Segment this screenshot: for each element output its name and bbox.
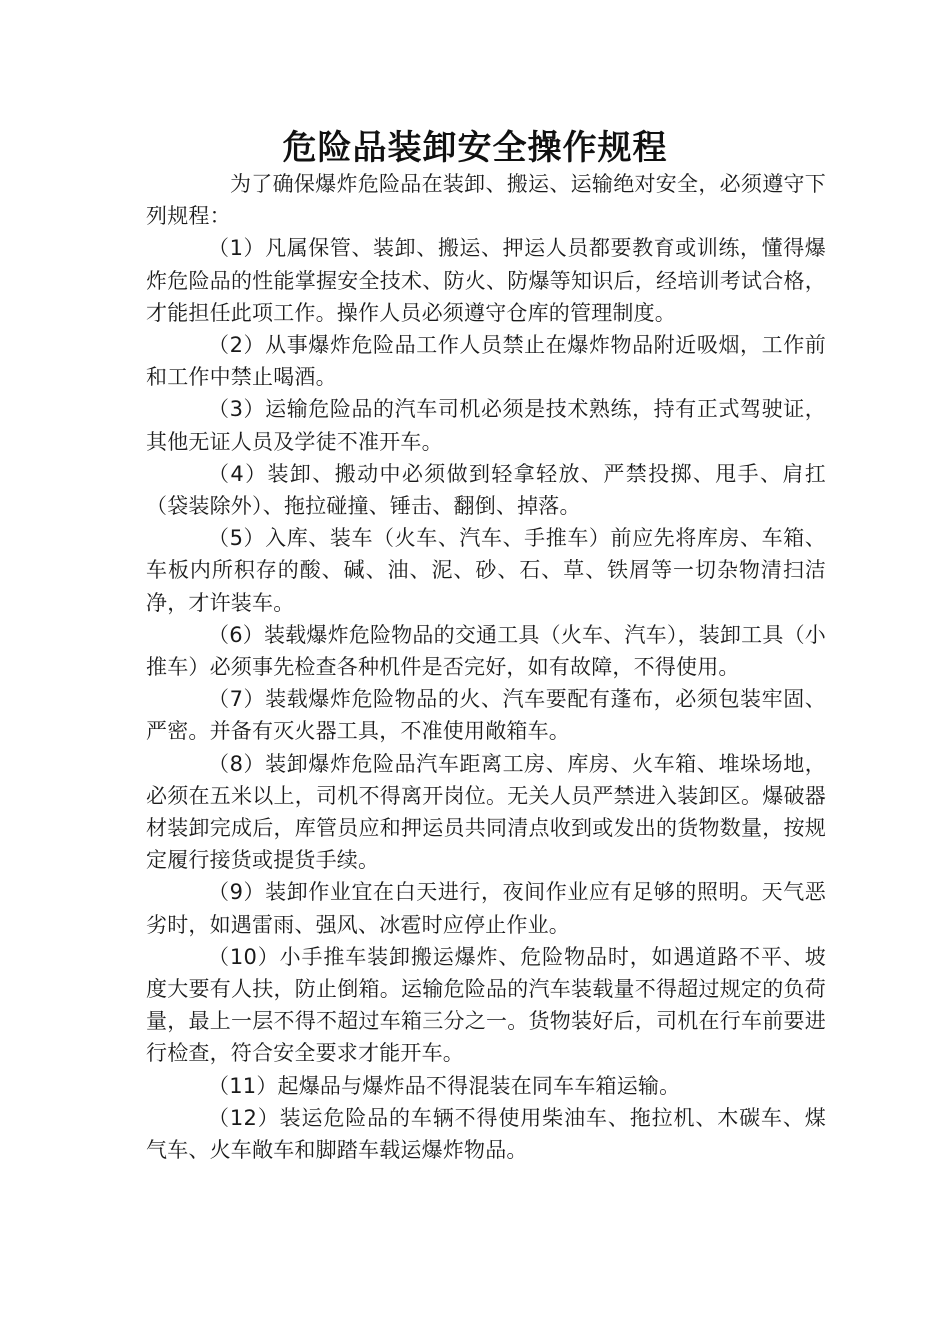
rule-item-9: （9）装卸作业宜在白天进行，夜间作业应有足够的照明。天气恶劣时，如遇雷雨、强风、冰雹时应停止作业。 xyxy=(146,880,826,937)
rule-item-7: （7）装载爆炸危险物品的火、汽车要配有蓬布，必须包装牢固、严密。并备有灭火器工具，不准使用敞箱车。 xyxy=(146,687,826,744)
rule-item-12: （12）装运危险品的车辆不得使用柴油车、拖拉机、木碳车、煤气车、火车敞车和脚踏车载运爆炸物品。 xyxy=(146,1105,826,1163)
rule-item-5: （5）入库、装车（火车、汽车、手推车）前应先将库房、车箱、车板内所积存的酸、碱、油、泥、砂、石、草、铁屑等一切杂物清扫洁净，才许装车。 xyxy=(146,526,826,615)
rule-item-8: （8）装卸爆炸危险品汽车距离工房、库房、火车箱、堆垛场地，必须在五米以上，司机不得离开岗位。无关人员严禁进入装卸区。爆破器材装卸完成后，库管员应和押运员共同清点收到或发出的货物数量，按规定履行接货或提货手续。 xyxy=(146,751,826,873)
document-title: 危险品装卸安全操作规程 xyxy=(282,128,668,168)
document-body xyxy=(146,168,826,1166)
rule-item-1: （1）凡属保管、装卸、搬运、押运人员都要教育或训练，懂得爆炸危险品的性能掌握安全技术、防火、防爆等知识后，经培训考试合格，才能担任此项工作。操作人员必须遵守仓库的管理制度。 xyxy=(146,236,826,325)
rule-item-11: （11）起爆品与爆炸品不得混装在同车车箱运输。 xyxy=(208,1073,681,1098)
rule-item-3: （3）运输危险品的汽车司机必须是技术熟练，持有正式驾驶证，其他无证人员及学徒不准开车。 xyxy=(146,397,826,454)
rule-item-4: （4）装卸、搬动中必须做到轻拿轻放、严禁投掷、甩手、肩扛（袋装除外）、拖拉碰撞、锤击、翻倒、掉落。 xyxy=(146,461,826,519)
intro-paragraph: 为了确保爆炸危险品在装卸、搬运、运输绝对安全，必须遵守下列规程： xyxy=(146,172,826,229)
rule-item-6: （6）装载爆炸危险物品的交通工具（火车、汽车），装卸工具（小推车）必须事先检查各种机件是否完好，如有故障，不得使用。 xyxy=(146,622,826,680)
rule-item-2: （2）从事爆炸危险品工作人员禁止在爆炸物品附近吸烟，工作前和工作中禁止喝酒。 xyxy=(146,333,826,390)
rule-item-10: （10）小手推车装卸搬运爆炸、危险物品时，如遇道路不平、坡度大要有人扶，防止倒箱。运输危险品的汽车装载量不得超过规定的负荷量，最上一层不得不超过车箱三分之一。货物装好后，司机在行车前要进行检查，符合安全要求才能开车。 xyxy=(146,944,826,1066)
